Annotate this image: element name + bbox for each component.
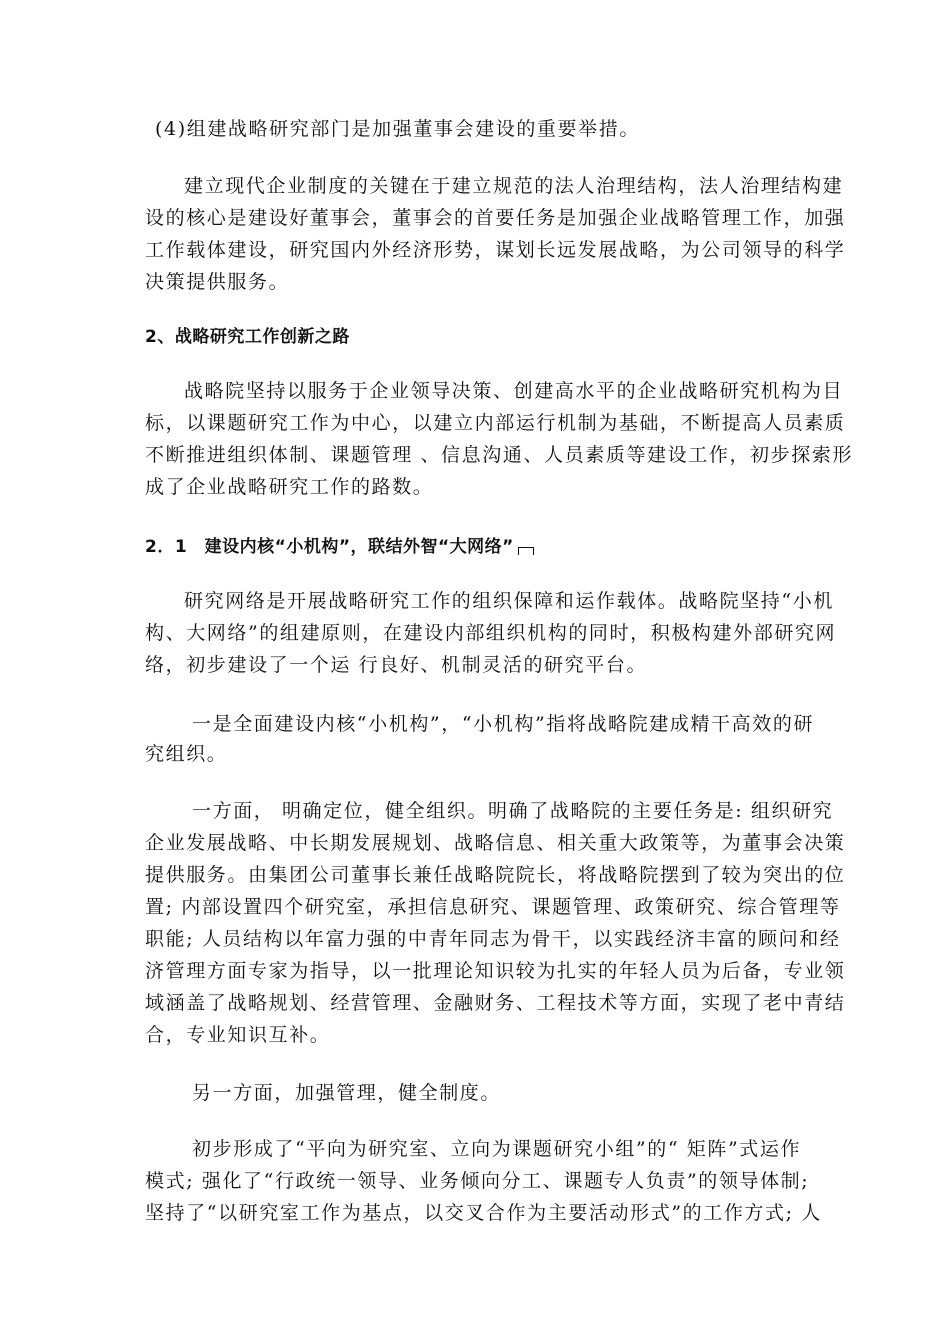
paragraph-line: 域涵盖了战略规划、经营管理、金融财务、工程技术等方面，实现了老中青结 bbox=[145, 992, 846, 1014]
paragraph-line: 初步形成了“平向为研究室、立向为课题研究小组”的“ 矩阵”式运作 bbox=[192, 1138, 802, 1160]
paragraph-line: 合，专业知识互补。 bbox=[145, 1024, 331, 1046]
subsection-heading bbox=[145, 532, 805, 562]
paragraph-line: 置; 内部设置四个研究室，承担信息研究、课题管理、政策研究、综合管理等 bbox=[145, 896, 841, 918]
paragraph-line: (4)组建战略研究部门是加强董事会建设的重要举措。 bbox=[155, 118, 640, 140]
subsection-heading-text: 2．1 建设内核“小机构”，联结外智“大网络” bbox=[145, 537, 514, 557]
paragraph-line: 坚持了“以研究室工作为基点，以交叉合作为主要活动形式”的工作方式; 人 bbox=[145, 1202, 822, 1224]
paragraph-line: 建立现代企业制度的关键在于建立规范的法人治理结构，法人治理结构建 bbox=[184, 175, 844, 197]
paragraph-line: 企业发展战略、中长期发展规划、战略信息、相关重大政策等，为董事会决策 bbox=[145, 832, 846, 854]
paragraph-line: 职能; 人员结构以年富力强的中青年同志为骨干，以实践经济丰富的顾问和经 bbox=[145, 928, 841, 950]
paragraph-line: 一是全面建设内核“小机构”，“小机构”指将战略院建成精干高效的研 bbox=[192, 713, 815, 735]
bracket-mark-icon bbox=[518, 547, 534, 555]
paragraph-line: 一方面， 明确定位，健全组织。明确了战略院的主要任务是: 组织研究 bbox=[192, 800, 834, 822]
paragraph-line: 络，初步建设了一个运 行良好、机制灵活的研究平台。 bbox=[145, 654, 648, 676]
paragraph-line: 标，以课题研究工作为中心，以建立内部运行机制为基础，不断提高人员素质 bbox=[145, 412, 846, 434]
paragraph-line: 工作载体建设，研究国内外经济形势，谋划长远发展战略，为公司领导的科学 bbox=[145, 239, 846, 261]
paragraph-line: 研究网络是开展战略研究工作的组织保障和运作载体。战略院坚持“小机 bbox=[184, 590, 834, 612]
paragraph-line: 成了企业战略研究工作的路数。 bbox=[145, 476, 434, 498]
paragraph-line: 模式; 强化了“行政统一领导、业务倾向分工、课题专人负责”的领导体制; bbox=[145, 1170, 810, 1192]
section-heading: 2、战略研究工作创新之路 bbox=[145, 327, 350, 347]
paragraph-line: 设的核心是建设好董事会，董事会的首要任务是加强企业战略管理工作，加强 bbox=[145, 207, 846, 229]
paragraph-line: 究组织。 bbox=[145, 743, 228, 765]
paragraph-line: 决策提供服务。 bbox=[145, 271, 290, 293]
paragraph-line: 提供服务。由集团公司董事长兼任战略院院长，将战略院摆到了较为突出的位 bbox=[145, 864, 846, 886]
paragraph-line: 战略院坚持以服务于企业领导决策、创建高水平的企业战略研究机构为目 bbox=[184, 380, 844, 402]
paragraph-line: 不断推进组织体制、课题管理 、信息沟通、人员素质等建设工作，初步探索形 bbox=[145, 444, 854, 466]
paragraph-line: 济管理方面专家为指导，以一批理论知识较为扎实的年轻人员为后备，专业领 bbox=[145, 960, 846, 982]
paragraph-line: 另一方面，加强管理，健全制度。 bbox=[192, 1082, 502, 1104]
paragraph-line: 构、大网络”的组建原则，在建设内部组织机构的同时，积极构建外部研究网 bbox=[145, 622, 837, 644]
